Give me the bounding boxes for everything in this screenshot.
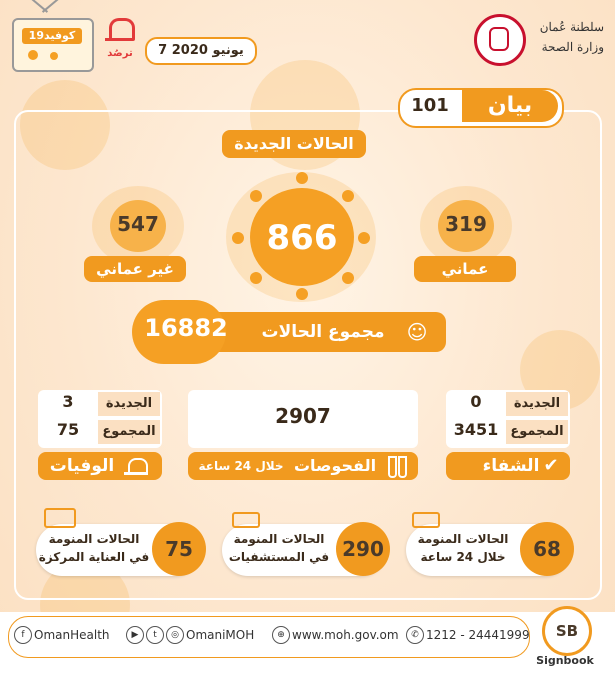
social-links[interactable]	[126, 622, 254, 648]
total-cases-value: 16882	[144, 314, 228, 342]
statement-number: 101	[411, 95, 449, 116]
recovery-title: الشفاء	[482, 456, 540, 476]
tv-icon	[12, 18, 94, 72]
phone-number: 1212 - 24441999	[426, 628, 530, 642]
deaths-title: الوفيات	[49, 456, 115, 476]
phone-link[interactable]	[406, 622, 530, 648]
people-virus-icon: ☺	[406, 320, 428, 344]
omani-label: عماني	[414, 256, 516, 282]
ministry-name-line2: وزارة الصحة	[541, 40, 604, 54]
ministry-logo	[474, 14, 526, 66]
non-omani-label: غير عماني	[84, 256, 186, 282]
omani-value: 319	[445, 212, 487, 236]
test-tubes-icon	[384, 456, 408, 476]
facebook-handle: OmanHealth	[34, 628, 110, 642]
hospitalized-icu-line1: الحالات المنومة	[48, 532, 140, 546]
non-omani-value: 547	[117, 212, 159, 236]
deaths-total-label: المجموع	[98, 420, 160, 444]
signbook-name: Signbook	[536, 654, 594, 667]
deaths-total-value: 75	[56, 420, 80, 439]
tests-value: 2907	[275, 404, 331, 428]
grave-icon	[124, 456, 150, 476]
hospitalized-24h-line2: خلال 24 ساعة	[420, 550, 506, 564]
bed-icon	[232, 512, 260, 528]
tests-title: الفحوصات	[293, 456, 377, 475]
instagram-icon: ◎	[166, 626, 184, 644]
globe-icon: ⊕	[272, 626, 290, 644]
website-link[interactable]	[272, 622, 399, 648]
recovery-new-label: الجديدة	[506, 392, 568, 416]
tests-subtitle: خلال 24 ساعة	[198, 459, 284, 473]
hospitalized-hospitals-line2: في المستشفيات	[228, 550, 330, 564]
hospitalized-hospitals-value: 290	[336, 522, 390, 576]
facebook-link[interactable]	[14, 622, 110, 648]
new-cases-total: 866	[266, 218, 338, 258]
hospitalized-icu-line2: في العناية المركزة	[38, 550, 150, 564]
date-badge: 7 يونيو 2020	[145, 37, 257, 65]
bed-icon	[412, 512, 440, 528]
hospitalized-24h-value: 68	[520, 522, 574, 576]
deaths-new-label: الجديدة	[98, 392, 160, 416]
phone-icon: ✆	[406, 626, 424, 644]
bell-label: ترصُد	[107, 48, 133, 59]
hospitalized-hospitals-line1: الحالات المنومة	[233, 532, 325, 546]
new-cases-title: الحالات الجديدة	[222, 130, 366, 158]
bell-icon	[105, 14, 133, 44]
youtube-icon: ▶	[126, 626, 144, 644]
tv-label: كوفيد19	[22, 28, 82, 44]
facebook-icon: f	[14, 626, 32, 644]
total-cases-label: مجموع الحالات	[261, 322, 385, 342]
hospitalized-icu-value: 75	[152, 522, 206, 576]
recovery-total-label: المجموع	[506, 420, 568, 444]
statement-badge	[398, 88, 564, 128]
deaths-new-value: 3	[62, 392, 74, 411]
recovery-new-value: 0	[470, 392, 482, 411]
icu-bed-icon	[44, 508, 76, 528]
signbook-logo: SB	[542, 606, 592, 656]
social-handle: OmaniMOH	[186, 628, 255, 642]
statement-label: بيان	[462, 90, 558, 122]
twitter-icon: t	[146, 626, 164, 644]
hospitalized-24h-line1: الحالات المنومة	[417, 532, 509, 546]
recovered-check-icon: ✔	[543, 455, 559, 476]
website-url: www.moh.gov.om	[292, 628, 399, 642]
recovery-total-value: 3451	[453, 420, 499, 439]
ministry-name-line1: سلطنة عُمان	[539, 20, 604, 34]
